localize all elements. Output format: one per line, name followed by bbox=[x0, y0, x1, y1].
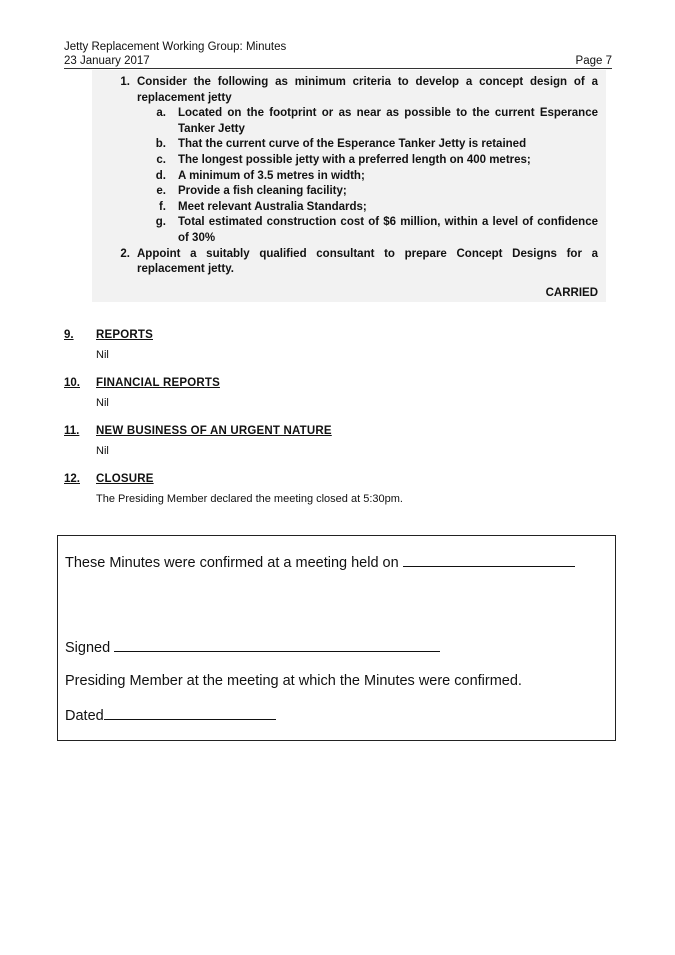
section-number: 11. bbox=[64, 425, 80, 437]
section-number: 9. bbox=[64, 329, 74, 341]
section-heading: NEW BUSINESS OF AN URGENT NATURE bbox=[96, 425, 332, 437]
section-heading: REPORTS bbox=[96, 329, 153, 341]
document-title: Jetty Replacement Working Group: Minutes bbox=[64, 41, 287, 53]
section-body: The Presiding Member declared the meeting closed at 5:30pm. bbox=[96, 493, 403, 505]
resolution-item-2: 2. Appoint a suitably qualified consultant to prepare Concept Designs for a replacement jetty. bbox=[120, 247, 598, 276]
criteria-item-a: a. Located on the footprint or as near as possible to the current Esperance Tanker Jetty bbox=[156, 107, 598, 135]
meeting-date-blank bbox=[403, 554, 575, 567]
section-body: Nil bbox=[96, 397, 109, 409]
section-number: 12. bbox=[64, 473, 80, 485]
criteria-item-c: c. The longest possible jetty with a preferred length on 400 metres; bbox=[156, 153, 531, 166]
section-body: Nil bbox=[96, 349, 109, 361]
date-blank bbox=[104, 707, 276, 720]
presiding-member-line: Presiding Member at the meeting at which the Minutes were confirmed. bbox=[65, 673, 522, 689]
criteria-item-e: e. Provide a fish cleaning facility; bbox=[156, 185, 347, 198]
section-number: 10. bbox=[64, 377, 80, 389]
page-number: Page 7 bbox=[575, 55, 612, 67]
criteria-item-d: d. A minimum of 3.5 metres in width; bbox=[155, 169, 365, 182]
carried-label: CARRIED bbox=[545, 286, 598, 299]
section-heading: FINANCIAL REPORTS bbox=[96, 377, 220, 389]
criteria-item-b: b. That the current curve of the Esperance Tanker Jetty is retained bbox=[155, 138, 527, 151]
section-heading: CLOSURE bbox=[96, 473, 154, 485]
confirmation-box bbox=[57, 535, 616, 741]
signed-line: Signed bbox=[65, 639, 440, 656]
resolution-item-1: 1. Consider the following as minimum criteria to develop a concept design of a replacement jetty bbox=[120, 76, 598, 104]
dated-line: Dated bbox=[65, 707, 276, 724]
resolution-box bbox=[92, 70, 606, 302]
header-divider bbox=[64, 68, 612, 69]
criteria-item-g: g. Total estimated construction cost of $6 million, within a level of confidence of 30% bbox=[155, 216, 598, 244]
signature-blank bbox=[114, 639, 440, 652]
meeting-date: 23 January 2017 bbox=[64, 55, 150, 67]
criteria-item-f: f. Meet relevant Australia Standards; bbox=[158, 200, 367, 213]
page-header bbox=[64, 40, 612, 68]
section-body: Nil bbox=[96, 445, 109, 457]
confirmation-line: These Minutes were confirmed at a meeting held on bbox=[65, 554, 575, 571]
